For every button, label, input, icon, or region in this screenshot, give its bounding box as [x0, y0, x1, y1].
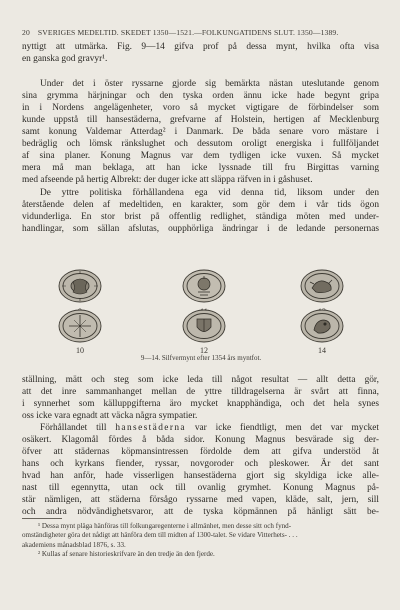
footnote-line: akademiens månadsblad 1876, s. 33.: [22, 540, 126, 549]
text-line: och andra nödvändighetsvaror, att de tyska köpmännen på hänligt sätt be-: [22, 507, 379, 518]
text-line: nast till egennytta, utan ock till ovanlig grymhet. Konung Magnus på-: [22, 483, 379, 494]
paragraph-3: [22, 422, 379, 518]
text-line: att det inre sammanhanget mellan de yttre tilldragelserna är svårt att finna,: [22, 387, 379, 398]
text-line: hvad han anför, hade visserligen hansestäderna gjort sig skyldiga icke alle-: [22, 471, 379, 482]
text-span: Förhållandet till: [40, 423, 116, 433]
page-number: 20: [22, 28, 30, 37]
coin-image: [180, 308, 228, 344]
running-title: SVERIGES MEDELTID. SKEDET 1350—1521.—FOLKUNGATIDENS SLUT. 1350—1389.: [37, 28, 339, 37]
text-line: sina grymma härjningar och den tyska orden ännu icke hade begynt gripa: [22, 91, 379, 102]
coin-image: [56, 268, 104, 304]
text-line: af sina planer. Konung Magnus var dem tydligen icke vuxen. Så mycket: [22, 151, 379, 162]
paragraph-1: [22, 78, 379, 186]
text-line: stär nämligen, att städerna försågo ryssarne med vapen, kläde, salt, jern, sill: [22, 495, 379, 506]
text-line: in i Nordens angelägenheter, voro så mycket vigtigare de förbindelser som: [22, 103, 379, 114]
coin-figure: [46, 264, 356, 368]
text-line: nyttigt att utmärka. Fig. 9—14 gifva prof på dessa mynt, hvilka ofta visa: [22, 42, 379, 52]
coin-image: [298, 308, 346, 344]
footnote-line: ² Kullas af senare historieskrifvare än den tredje än den fjerde.: [38, 550, 215, 559]
text-line: öfver att städernas köpmansintressen fördolde dem att gifva understöd åt: [22, 447, 379, 458]
text-span: var icke fiendtligt, men det var mycket: [185, 423, 380, 433]
top-text: [22, 41, 379, 65]
coin-image: [56, 308, 104, 344]
figure-number: 10: [76, 346, 84, 355]
text-line: återstående delen af medeltiden, en karakter, som gör dem i vår tids ögon: [22, 200, 379, 211]
text-line: ställning, mätt och steg som icke leda till något resultat — allt detta gör,: [22, 375, 379, 385]
text-line: Under det i öster ryssarne gjorde sig bemärkta nästan uteslutande genom: [40, 79, 379, 89]
running-header: [22, 28, 380, 37]
figure-caption: 9—14. Silfvermynt efter 1354 års myntfot.: [140, 354, 262, 362]
text-line: en ganska god gravyr¹.: [22, 54, 108, 65]
text-line: samt konung Valdemar Atterdag² i Danmark. De båda senare voro mästare i: [22, 127, 379, 138]
text-line: hans och kyrkans fiender, ryssar, novgoroder och pleskower. Är det sant: [22, 459, 379, 470]
figure-number: 12: [200, 346, 208, 355]
figure-number: 14: [318, 346, 326, 355]
continued-text: [22, 374, 379, 422]
footnotes: [22, 522, 379, 560]
text-line: vidunderliga. En stor brist på offentlig redlighet, ständiga möten med under-: [22, 212, 379, 223]
text-line: oss icke vara egnadt att väcka några sympatier.: [22, 411, 198, 422]
text-line: bedräglig och lömsk ränkslughet och dessutom oroligt energiska i fullföljandet: [22, 139, 379, 150]
text-line: [22, 422, 379, 434]
footnote-line: omständigheter göra det nådigt att hänföra dem till midten af 1300-talet. Se vidare Vitterhets- . . .: [22, 531, 298, 540]
coin-image: [180, 268, 228, 304]
paragraph-2: [22, 187, 379, 235]
text-line: kunde uppstå till hansestäderna, grefvarne af Holstein, hertigen af Mecklenburg: [22, 115, 379, 126]
emphasized-term: hansestäderna: [115, 423, 186, 433]
text-line: i synnerhet som källuppgifterna äro mycket knapphändiga, och det hela synes: [22, 399, 379, 410]
footnote-rule: [22, 518, 62, 519]
footnote-line: ¹ Dessa mynt pläga hänföras till folkungaregenterne i allmänhet, men desse sitt och fynd-: [38, 522, 292, 530]
text-line: De yttre politiska förhållandena ega vid denna tid, liksom under den: [40, 188, 379, 198]
text-line: mera må man beklaga, att han icke lyssnade till fru Birgittas varning: [22, 163, 379, 174]
text-line: osäkert. Klagomål fördes å båda sidor. Konung Magnus besvärade sig der-: [22, 435, 379, 446]
text-line: handlingar, som sällan afslutas, oupphörliga ändringar i de ledande personernas: [22, 224, 379, 235]
text-line: med afseende på hertig Albrekt: der duger icke att släppa räfven in i gåshuset.: [22, 175, 313, 186]
coin-image: [298, 268, 346, 304]
